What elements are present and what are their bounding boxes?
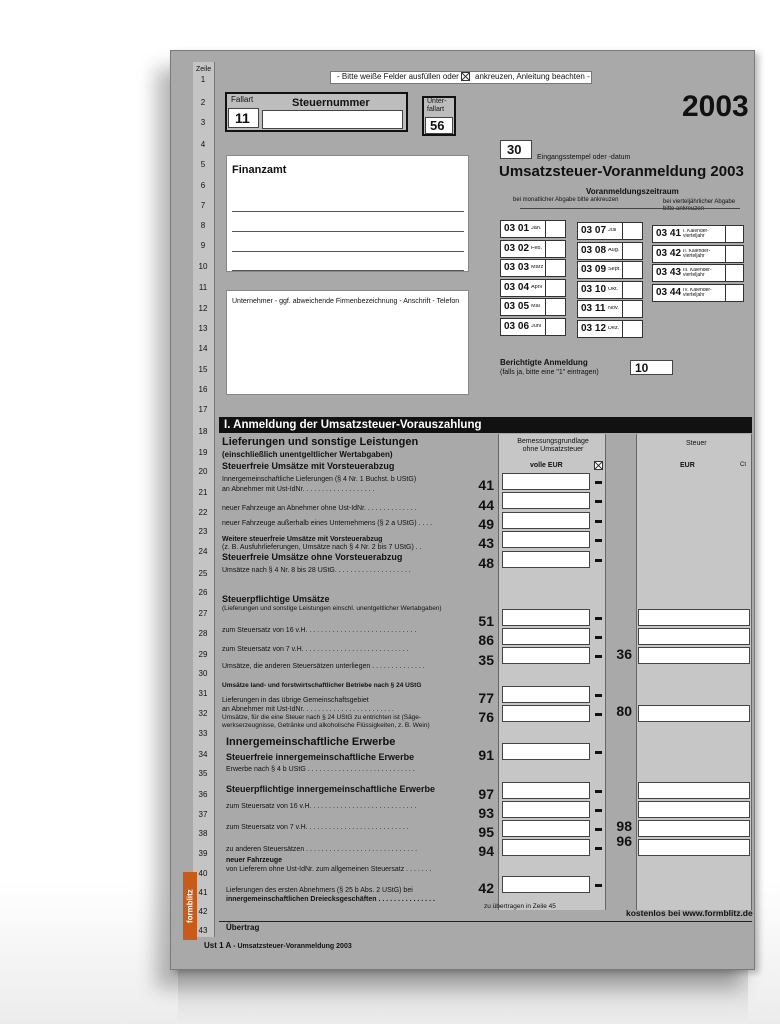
code-77: 77: [478, 690, 494, 706]
line-number: 14: [198, 344, 208, 353]
steuer-header: Steuer: [686, 440, 707, 447]
line-number: 25: [198, 569, 208, 578]
period-row[interactable]: [652, 225, 744, 243]
steuer-sub: EUR: [680, 462, 695, 469]
steuer-input[interactable]: [638, 820, 750, 837]
code-36: 36: [616, 646, 632, 662]
line-number: 30: [198, 669, 208, 678]
period-checkbox[interactable]: [725, 265, 743, 281]
steuer-input[interactable]: [638, 782, 750, 799]
period-name: Aug.: [608, 247, 620, 253]
line-number: 11: [198, 283, 208, 292]
line-number: 35: [198, 769, 208, 778]
code-86: 86: [478, 632, 494, 648]
period-row[interactable]: [577, 242, 643, 260]
row27b-label: (Lieferungen und sonstige Leistungen einschl. unentgeltlicher Wertabgaben): [222, 605, 442, 612]
code-43: 43: [478, 535, 494, 551]
fallart-value: 11: [235, 110, 250, 126]
period-name: Juni: [531, 323, 542, 329]
code-48: 48: [478, 555, 494, 571]
line-number: 8: [200, 221, 206, 230]
line-number: 39: [198, 849, 208, 858]
period-code: 03 11: [581, 303, 606, 314]
line-number: 33: [198, 729, 208, 738]
formblitz-brand: formblitz: [183, 872, 197, 940]
line-number: 22: [198, 508, 208, 517]
line-number: 28: [198, 629, 208, 638]
code-93: 93: [478, 805, 494, 821]
period-name: Dez.: [608, 325, 620, 331]
steuer-input[interactable]: [638, 801, 750, 818]
ct-dash: [595, 655, 602, 658]
monthly-note: bei monatlicher Abgabe bitte ankreuzen: [513, 197, 619, 203]
unterfallart-label: Unter- fallart: [427, 98, 447, 113]
bmg-input[interactable]: [502, 686, 590, 703]
line-number: 17: [198, 405, 208, 414]
row40a-label: neuer Fahrzeuge: [226, 857, 283, 864]
line-number: 23: [198, 527, 208, 536]
form-year: 2003: [682, 90, 749, 123]
bmg-input[interactable]: [502, 512, 590, 529]
ct-dash: [595, 500, 602, 503]
period-code: 03 03: [504, 262, 530, 273]
code-44: 44: [478, 497, 494, 513]
period-checkbox[interactable]: [545, 241, 563, 257]
line-number: 12: [198, 304, 208, 313]
line-number: 2: [200, 98, 206, 107]
line-number: 20: [198, 467, 208, 476]
ct-dash: [595, 694, 602, 697]
period-name: Sept.: [608, 267, 621, 273]
period-code: 03 07: [581, 225, 607, 236]
row29-label: zum Steuersatz von 7 v.H. . . . . . . . . . . . . . . . . . . . . . . . . . . .: [222, 646, 409, 653]
period-name: April: [531, 284, 543, 290]
row19-title: Lieferungen und sonstige Leistungen: [222, 436, 419, 448]
line-number: 5: [200, 160, 206, 169]
row24a-label: Weitere steuerfreie Umsätze mit Vorsteuerabzug: [222, 536, 383, 543]
row35a-label: Steuerfreie innergemeinschaftliche Erwerbe: [226, 752, 415, 762]
eingang-label: Eingangsstempel oder -datum: [537, 154, 631, 161]
row37-label: zum Steuersatz von 16 v.H. . . . . . . . . . . . . . . . . . . . . . . . . . . .: [226, 803, 417, 810]
period-row[interactable]: [577, 300, 643, 318]
bmg-input[interactable]: [502, 705, 590, 722]
berichtigt-code: 10: [635, 361, 649, 375]
row40b-label: von Lieferern ohne Ust-IdNr. zum allgemeinen Steuersatz . . . . . . .: [226, 866, 432, 873]
bmg-sub: volle EUR: [530, 462, 563, 469]
berichtigt-note: (falls ja, bitte eine "1" eintragen): [500, 369, 599, 376]
row42-label: zu übertragen in Zeile 45: [484, 903, 556, 910]
period-name: Nov.: [608, 306, 619, 312]
period-code: 03 41: [656, 228, 682, 239]
period-checkbox[interactable]: [725, 226, 743, 242]
line-number: 15: [198, 365, 208, 374]
ct-dash: [595, 847, 602, 850]
code-35: 35: [478, 652, 494, 668]
ct-dash: [595, 481, 602, 484]
period-name: Juli: [608, 228, 617, 234]
period-code: 03 05: [504, 301, 530, 312]
row27a-label: Steuerpflichtige Umsätze: [222, 594, 330, 604]
zeitraum-bracket: [520, 208, 740, 218]
ct-dash: [595, 636, 602, 639]
bmg-input[interactable]: [502, 628, 590, 645]
line-number: 37: [198, 810, 208, 819]
row43-line: [219, 921, 752, 922]
line-number: 21: [198, 488, 208, 497]
section-title: I. Anmeldung der Umsatzsteuer-Vorauszahlung: [224, 419, 482, 431]
line-number: 19: [198, 448, 208, 457]
period-row[interactable]: [652, 284, 744, 302]
unterfallart-value: 56: [430, 118, 445, 133]
period-name: III. Kalender-vierteljahr: [683, 268, 712, 278]
line-number: 9: [200, 241, 206, 250]
ct-dash: [595, 884, 602, 887]
finanzamt-line-3: [232, 251, 464, 252]
period-row[interactable]: [652, 264, 744, 282]
row20-label: Steuerfreie Umsätze mit Vorsteuerabzug: [222, 461, 395, 471]
period-name: Okt.: [608, 286, 619, 292]
bmg-input[interactable]: [502, 782, 590, 799]
period-row[interactable]: [500, 318, 566, 336]
period-checkbox[interactable]: [622, 301, 640, 317]
period-name: März: [531, 265, 544, 271]
line-number-strip: [193, 62, 215, 937]
line-number: 41: [198, 888, 208, 897]
ct-dash: [595, 751, 602, 754]
code-97: 97: [478, 786, 494, 802]
steuer-input[interactable]: [638, 647, 750, 664]
steuernummer-field[interactable]: [262, 110, 403, 129]
line-number: 32: [198, 709, 208, 718]
code-98: 98: [616, 818, 632, 834]
row36-label: Steuerpflichtige innergemeinschaftliche Erwerbe: [226, 784, 436, 794]
code-91: 91: [478, 747, 494, 763]
line-number: 7: [200, 201, 206, 210]
period-code: 03 44: [656, 286, 682, 298]
ct-dash: [595, 809, 602, 812]
code-42: 42: [478, 880, 494, 896]
code-41: 41: [478, 477, 494, 493]
period-code: 03 09: [581, 264, 607, 275]
form-name: - Umsatzsteuer-Voranmeldung 2003: [231, 943, 352, 950]
period-row[interactable]: [500, 240, 566, 258]
code-80: 80: [616, 703, 632, 719]
code-30: 30: [507, 142, 522, 157]
row34-label: Innergemeinschaftliche Erwerbe: [226, 736, 396, 748]
code-49: 49: [478, 516, 494, 532]
line-number: 36: [198, 790, 208, 799]
row33b-label: werkserzeugnisse, Getränke und alkoholische Flüssigkeiten, z. B. Wein): [222, 722, 430, 729]
row28-label: zum Steuersatz von 16 v.H. . . . . . . . . . . . . . . . . . . . . . . . . . . . .: [222, 627, 417, 634]
steuer-input[interactable]: [638, 705, 750, 722]
line-number: 1: [200, 75, 206, 84]
row24b-label: (z. B. Ausfuhrlieferungen, Umsätze nach § 4 Nr. 2 bis 7 UStG) . .: [222, 544, 422, 551]
footer-form-id: [204, 942, 352, 950]
form-id: Ust 1 A: [204, 941, 232, 950]
period-code: 03 01: [504, 223, 530, 234]
form-title: Umsatzsteuer-Voranmeldung 2003: [499, 163, 744, 180]
line-number: 6: [200, 181, 206, 190]
row41b-label: innergemeinschaftlichen Dreiecksgeschäften . . . . . . . . . . . . . . .: [226, 896, 435, 903]
code-76: 76: [478, 709, 494, 725]
row32b-label: an Abnehmer mit Ust-IdNr. . . . . . . . . . . . . . . . . . . . . . . .: [222, 706, 394, 713]
steuernummer-label: Steuernummer: [292, 97, 370, 109]
period-checkbox[interactable]: [545, 299, 563, 315]
period-code: 03 08: [581, 244, 607, 256]
period-checkbox[interactable]: [545, 221, 563, 237]
period-code: 03 12: [581, 322, 607, 334]
steuer-input[interactable]: [638, 839, 750, 856]
line-number: 10: [198, 262, 208, 271]
fallart-label: Fallart: [231, 95, 254, 104]
steuer-input[interactable]: [638, 609, 750, 626]
bmg-header: Bemessungsgrundlage ohne Umsatzsteuer: [517, 438, 589, 454]
unternehmer-label: Unternehmer - ggf. abweichende Firmenbezeichnung - Anschrift - Telefon: [232, 298, 460, 305]
line-number: 27: [198, 609, 208, 618]
period-name: Feb.: [531, 245, 543, 251]
ct-dash: [595, 539, 602, 542]
bmg-input[interactable]: [502, 609, 590, 626]
period-checkbox[interactable]: [545, 319, 563, 335]
line-number: 24: [198, 547, 208, 556]
period-row[interactable]: [577, 222, 643, 240]
ct-dash: [595, 828, 602, 831]
period-row[interactable]: [577, 320, 643, 338]
period-name: I. Kalender-vierteljahr: [683, 229, 709, 239]
code-94: 94: [478, 843, 494, 859]
quarterly-note: bei vierteljährlicher Abgabe bitte ankreuzen: [663, 199, 736, 212]
period-checkbox[interactable]: [622, 223, 640, 239]
period-name: IV. Kalender-vierteljahr: [683, 287, 712, 298]
line-number: 26: [198, 588, 208, 597]
period-checkbox[interactable]: [622, 262, 640, 278]
line-number: 4: [200, 140, 206, 149]
row32a-label: Lieferungen in das übrige Gemeinschaftsgebiet: [222, 697, 369, 704]
line-number: 34: [198, 750, 208, 759]
row41a-label: Lieferungen des ersten Abnehmers (§ 25 b Abs. 2 UStG) bei: [226, 887, 413, 894]
bmg-input[interactable]: [502, 876, 590, 893]
period-code: 03 43: [656, 267, 682, 278]
period-checkbox[interactable]: [622, 321, 640, 337]
row19-sub: (einschließlich unentgeltlicher Wertabgaben): [222, 450, 393, 459]
row43-label: Übertrag: [226, 923, 260, 932]
row39-label: zu anderen Steuersätzen . . . . . . . . . . . . . . . . . . . . . . . . . . . . .: [226, 846, 418, 853]
finanzamt-line-1: [232, 211, 464, 212]
period-code: 03 04: [504, 281, 530, 293]
period-row[interactable]: [500, 259, 566, 277]
period-row[interactable]: [500, 279, 566, 297]
zeitraum-label: Voranmeldungszeitraum: [586, 187, 679, 196]
code-51: 51: [478, 613, 494, 629]
bmg-input[interactable]: [502, 531, 590, 548]
instruction-text-left: - Bitte weiße Felder ausfüllen oder: [337, 72, 459, 81]
steuer-input[interactable]: [638, 628, 750, 645]
period-name: II. Kalender-vierteljahr: [683, 248, 711, 259]
bmg-input[interactable]: [502, 473, 590, 490]
bmg-ct-icon: [594, 461, 603, 470]
bmg-input[interactable]: [502, 551, 590, 568]
ct-dash: [595, 520, 602, 523]
period-checkbox[interactable]: [725, 246, 743, 262]
finanzamt-label: Finanzamt: [232, 164, 287, 176]
period-checkbox[interactable]: [622, 243, 640, 259]
row25a-label: Steuerfreie Umsätze ohne Vorsteuerabzug: [222, 552, 403, 562]
line-number: 31: [198, 689, 208, 698]
footer-website: kostenlos bei www.formblitz.de: [626, 908, 753, 918]
period-checkbox[interactable]: [545, 260, 563, 276]
bmg-input[interactable]: [502, 743, 590, 760]
steuer-ct: Ct: [740, 462, 746, 468]
checkbox-icon: [461, 72, 470, 81]
row30-label: Umsätze, die anderen Steuersätzen unterliegen . . . . . . . . . . . . . .: [222, 663, 425, 670]
period-code: 03 02: [504, 242, 530, 254]
bmg-input[interactable]: [502, 820, 590, 837]
ct-dash: [595, 790, 602, 793]
row23-label: neuer Fahrzeuge außerhalb eines Unternehmens (§ 2 a UStG) . . . .: [222, 520, 433, 527]
row25b-label: Umsätze nach § 4 Nr. 8 bis 28 UStG. . . . . . . . . . . . . . . . . . . .: [222, 567, 411, 574]
row31-label: Umsätze land- und forstwirtschaftlicher Betriebe nach § 24 UStG: [222, 682, 422, 689]
period-row[interactable]: [577, 281, 643, 299]
code-95: 95: [478, 824, 494, 840]
line-number: 38: [198, 829, 208, 838]
line-number: 16: [198, 385, 208, 394]
line-number: 29: [198, 650, 208, 659]
finanzamt-line-2: [232, 231, 464, 232]
row33a-label: Umsätze, für die eine Steuer nach § 24 UStG zu entrichten ist (Säge-: [222, 714, 422, 721]
line-number: 42: [198, 907, 208, 916]
bmg-input[interactable]: [502, 492, 590, 509]
period-row[interactable]: [500, 298, 566, 316]
period-code: 03 42: [656, 247, 682, 259]
bmg-input[interactable]: [502, 839, 590, 856]
ct-dash: [595, 713, 602, 716]
row38-label: zum Steuersatz von 7 v.H. . . . . . . . . . . . . . . . . . . . . . . . . . .: [226, 824, 409, 831]
period-checkbox[interactable]: [725, 285, 743, 301]
line-number: 3: [200, 118, 206, 127]
instruction-text-right: ankreuzen, Anleitung beachten -: [475, 72, 590, 81]
period-code: 03 10: [581, 283, 607, 295]
period-name: Mai: [531, 304, 540, 310]
line-number: 40: [198, 869, 208, 878]
ct-dash: [595, 559, 602, 562]
ct-dash: [595, 617, 602, 620]
period-row[interactable]: [500, 220, 566, 238]
period-row[interactable]: [577, 261, 643, 279]
bmg-input[interactable]: [502, 647, 590, 664]
row22-label: neuer Fahrzeuge an Abnehmer ohne Ust-IdNr. . . . . . . . . . . . . .: [222, 505, 417, 512]
finanzamt-line-4: [232, 270, 464, 271]
zeile-label: Zeile: [196, 66, 212, 73]
line-number: 43: [198, 926, 208, 935]
period-name: Jan.: [531, 226, 542, 232]
row35b-label: Erwerbe nach § 4 b UStG . . . . . . . . . . . . . . . . . . . . . . . . . . . .: [226, 766, 415, 773]
bmg-input[interactable]: [502, 801, 590, 818]
line-number: 18: [198, 427, 208, 436]
period-row[interactable]: [652, 245, 744, 263]
row21a-label: Innergemeinschaftliche Lieferungen (§ 4 Nr. 1 Buchst. b UStG): [222, 476, 417, 483]
period-checkbox[interactable]: [545, 280, 563, 296]
berichtigt-label: Berichtigte Anmeldung: [500, 358, 588, 367]
period-code: 03 06: [504, 320, 530, 332]
line-number: 13: [198, 324, 208, 333]
code-96: 96: [616, 833, 632, 849]
period-checkbox[interactable]: [622, 282, 640, 298]
unternehmer-box[interactable]: [226, 290, 469, 395]
row21b-label: an Abnehmer mit Ust-IdNr. . . . . . . . . . . . . . . . . . .: [222, 486, 375, 493]
